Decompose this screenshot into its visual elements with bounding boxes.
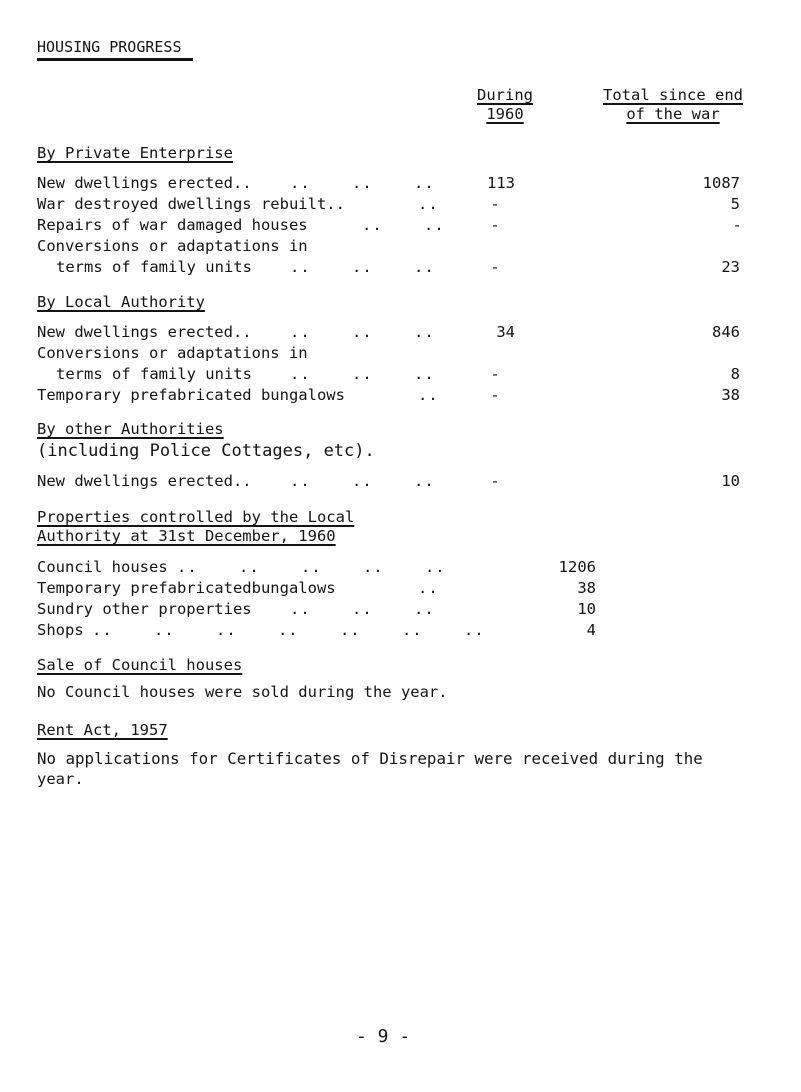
value-total: 23 — [721, 258, 740, 276]
value-total: 5 — [730, 195, 740, 213]
section-heading-rent: Rent Act, 1957 — [37, 721, 168, 739]
title-rule — [37, 58, 193, 61]
leader-dots: .. .. .. .. .. .. .. — [92, 621, 485, 639]
leader-dots: .. .. .. — [290, 600, 435, 618]
row-label: Council houses — [37, 558, 168, 576]
row-label: Conversions or adaptations in — [37, 237, 308, 255]
row-label: Temporary prefabricated bungalows — [37, 386, 345, 404]
leader-dots: .. .. — [362, 216, 445, 234]
section-heading-local: By Local Authority — [37, 293, 205, 311]
value-total: 38 — [721, 386, 740, 404]
value-total: - — [732, 216, 742, 234]
value-during: 34 — [496, 323, 515, 341]
section-heading-other: By other Authorities — [37, 420, 224, 438]
leader-dots: .. — [418, 579, 439, 597]
value-during: - — [490, 472, 500, 490]
page-title: HOUSING PROGRESS — [37, 38, 182, 56]
leader-dots: .. .. .. .. .. — [177, 558, 446, 576]
leader-dots: .. .. .. — [290, 174, 435, 192]
leader-dots: .. .. .. — [290, 258, 435, 276]
value-controlled: 1206 — [558, 558, 596, 576]
section-subheading-other: (including Police Cottages, etc). — [37, 441, 375, 461]
value-during: - — [490, 365, 500, 383]
leader-dots: .. .. .. — [290, 323, 435, 341]
leader-dots: .. — [418, 386, 439, 404]
row-label: terms of family units — [56, 258, 252, 276]
column-header-during-line2: 1960 — [486, 105, 524, 123]
value-during: 113 — [487, 174, 515, 192]
value-total: 10 — [721, 472, 740, 490]
row-label: War destroyed dwellings rebuilt.. — [37, 195, 345, 213]
section-heading-controlled-line2: Authority at 31st December, 1960 — [37, 527, 336, 545]
leader-dots: .. — [418, 195, 439, 213]
section-heading-controlled-line1: Properties controlled by the Local — [37, 508, 355, 526]
row-label: Sundry other properties — [37, 600, 252, 618]
leader-dots: .. .. .. — [290, 365, 435, 383]
value-during: - — [490, 216, 500, 234]
value-controlled: 4 — [586, 621, 596, 639]
row-label: New dwellings erected.. — [37, 323, 252, 341]
value-during: - — [490, 386, 500, 404]
value-during: - — [490, 258, 500, 276]
value-controlled: 38 — [577, 579, 596, 597]
rent-text-line1: No applications for Certificates of Disrepair were received during the — [37, 749, 703, 768]
row-label: New dwellings erected.. — [37, 472, 252, 490]
row-label: Temporary prefabricatedbungalows — [37, 579, 336, 597]
column-header-total-line2: of the war — [626, 105, 720, 123]
section-heading-private: By Private Enterprise — [37, 144, 233, 162]
sale-text: No Council houses were sold during the year. — [37, 683, 448, 701]
section-heading-sale: Sale of Council houses — [37, 656, 243, 674]
row-label: Conversions or adaptations in — [37, 344, 308, 362]
row-label: New dwellings erected.. — [37, 174, 252, 192]
row-label: Shops — [37, 621, 84, 639]
row-label: Repairs of war damaged houses — [37, 216, 308, 234]
column-header-total-line1: Total since end — [603, 86, 743, 104]
rent-text-line2: year. — [37, 770, 84, 788]
value-during: - — [490, 195, 500, 213]
value-total: 8 — [730, 365, 740, 383]
value-total: 1087 — [702, 174, 740, 192]
row-label: terms of family units — [56, 365, 252, 383]
column-header-during-line1: During — [477, 86, 533, 104]
value-controlled: 10 — [577, 600, 596, 618]
leader-dots: .. .. .. — [290, 472, 435, 490]
value-total: 846 — [712, 323, 740, 341]
page-number: - 9 - — [356, 1026, 411, 1047]
